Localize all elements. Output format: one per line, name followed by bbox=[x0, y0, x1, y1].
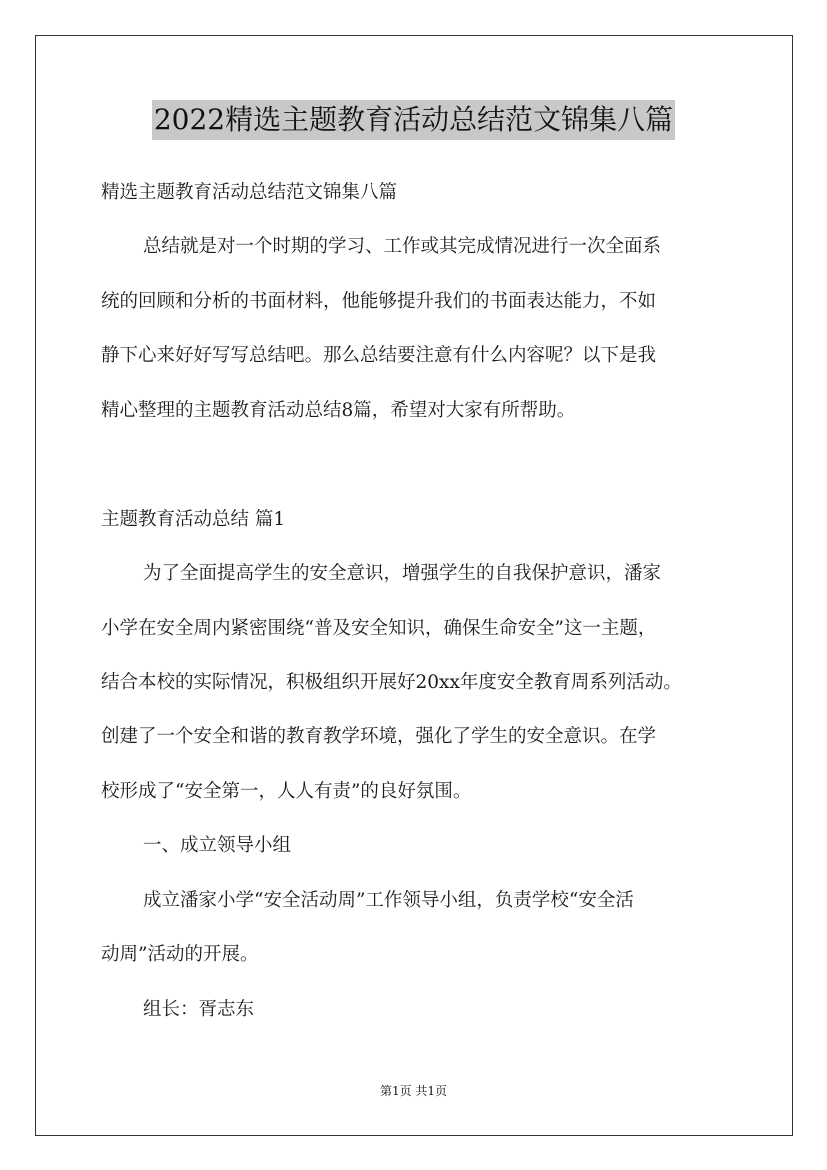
document-subtitle: 精选主题教育活动总结范文锦集八篇 bbox=[101, 182, 398, 203]
intro-line: 总结就是对一个时期的学习、工作或其完成情况进行一次全面系 bbox=[143, 236, 662, 257]
item-line: 成立潘家小学“安全活动周”工作领导小组，负责学校“安全活 bbox=[143, 890, 634, 911]
page-footer: 第1页 共1页 bbox=[379, 1084, 448, 1098]
section-heading: 主题教育活动总结 篇1 bbox=[101, 509, 286, 530]
leader-line: 组长：胥志东 bbox=[143, 999, 255, 1020]
section-line: 小学在安全周内紧密围绕“普及安全知识，确保生命安全”这一主题， bbox=[101, 618, 657, 639]
intro-line: 静下心来好好写写总结吧。那么总结要注意有什么内容呢？以下是我 bbox=[101, 345, 657, 366]
title-container bbox=[0, 100, 827, 140]
intro-line: 统的回顾和分析的书面材料，他能够提升我们的书面表达能力，不如 bbox=[101, 291, 657, 312]
section-line: 结合本校的实际情况，积极组织开展好20xx年度安全教育周系列活动。 bbox=[101, 672, 682, 693]
document-title: 2022精选主题教育活动总结范文锦集八篇 bbox=[152, 100, 675, 140]
intro-line: 精心整理的主题教育活动总结8篇，希望对大家有所帮助。 bbox=[101, 400, 576, 421]
section-line: 创建了一个安全和谐的教育教学环境，强化了学生的安全意识。在学 bbox=[101, 726, 657, 747]
section-line: 校形成了“安全第一，人人有责”的良好氛围。 bbox=[101, 781, 472, 802]
item-heading: 一、成立领导小组 bbox=[143, 835, 292, 856]
item-line: 动周”活动的开展。 bbox=[101, 944, 259, 965]
section-line: 为了全面提高学生的安全意识，增强学生的自我保护意识，潘家 bbox=[143, 563, 662, 584]
